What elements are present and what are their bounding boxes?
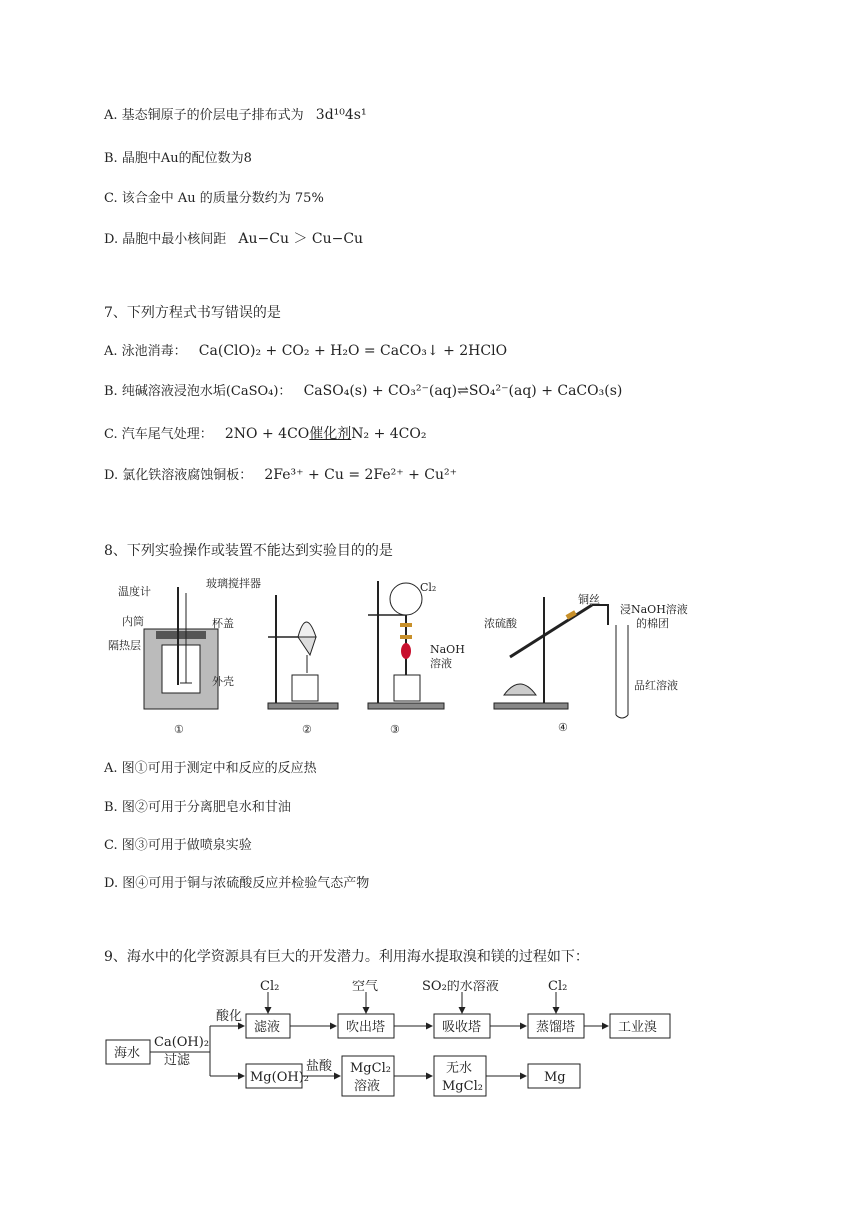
q6-option-a-text: A. 基态铜原子的价层电子排布式为 <box>104 108 304 123</box>
label-conc-acid: 浓硫酸 <box>484 617 517 630</box>
q6-option-a <box>104 104 367 123</box>
flow-industrial-bromine: 工业溴 <box>618 1020 658 1035</box>
q7-option-c-catalyst: 催化剂 <box>309 426 352 442</box>
calorimeter-diagram <box>108 576 261 736</box>
flow-cl2-b: Cl₂ <box>548 980 568 994</box>
label-naoh-1: NaOH <box>430 643 465 656</box>
q8-option-a: A. 图①可用于测定中和反应的反应热 <box>104 761 317 776</box>
q9-stem: 9、海水中的化学资源具有巨大的开发潜力。利用海水提取溴和镁的过程如下： <box>104 949 589 965</box>
flow-mgcl2-solution-2: 溶液 <box>354 1079 381 1094</box>
q7-option-d-formula: 2Fe³⁺ + Cu = 2Fe²⁺ + Cu²⁺ <box>264 467 458 483</box>
flow-caoh2: Ca(OH)₂ <box>154 1035 210 1050</box>
q7-option-b-formula: CaSO₄(s) + CO₃²⁻(aq)⇌SO₄²⁻(aq) + CaCO₃(s) <box>303 383 623 399</box>
q6-option-b: B. 晶胞中Au的配位数为8 <box>104 151 252 166</box>
label-lid: 杯盖 <box>212 617 234 630</box>
figure-number-4: ④ <box>558 721 568 734</box>
flow-distill-tower: 蒸馏塔 <box>536 1020 576 1035</box>
fountain-diagram <box>368 581 465 736</box>
flow-anhydrous-1: 无水 <box>446 1061 473 1076</box>
flow-so2: SO₂的水溶液 <box>422 980 499 994</box>
flow-blow-tower: 吹出塔 <box>346 1020 386 1035</box>
flow-cl2-a: Cl₂ <box>260 980 280 994</box>
q7-stem: 7、下列方程式书写错误的是 <box>104 305 281 321</box>
label-stirrer: 玻璃搅拌器 <box>206 577 261 590</box>
q8-apparatus-figure <box>100 575 720 740</box>
q7-option-a <box>104 340 507 359</box>
copper-acid-diagram <box>484 592 688 734</box>
label-copper-wire: 铜丝 <box>578 593 600 606</box>
q7-option-b-text: B. 纯碱溶液浸泡水垢(CaSO₄)： <box>104 384 292 399</box>
separating-funnel-diagram <box>268 595 338 736</box>
q8-stem: 8、下列实验操作或装置不能达到实验目的的是 <box>104 543 393 559</box>
q7-option-c-formula-post: N₂ + 4CO₂ <box>351 426 427 442</box>
flow-seawater: 海水 <box>114 1046 141 1061</box>
flow-hcl: 盐酸 <box>306 1059 333 1074</box>
figure-number-2: ② <box>302 723 312 736</box>
q7-option-b <box>104 380 622 399</box>
label-insulation: 隔热层 <box>108 639 141 652</box>
q6-option-d <box>104 228 363 248</box>
flow-anhydrous-2: MgCl₂ <box>442 1079 483 1094</box>
q8-option-c: C. 图③可用于做喷泉实验 <box>104 838 252 853</box>
label-shell: 外壳 <box>212 675 234 688</box>
flow-mgoh2: Mg(OH)₂ <box>250 1070 309 1085</box>
label-cl2-fountain: Cl₂ <box>420 581 437 594</box>
label-cotton-2: 的棉团 <box>636 617 669 630</box>
flow-acidify: 酸化 <box>216 1009 243 1024</box>
label-cotton-1: 浸NaOH溶液 <box>620 603 688 616</box>
q6-option-c: C. 该合金中 Au 的质量分数约为 75% <box>104 191 324 206</box>
q7-option-d <box>104 464 457 483</box>
q8-option-b: B. 图②可用于分离肥皂水和甘油 <box>104 800 291 815</box>
figure-number-3: ③ <box>390 723 400 736</box>
q6-option-d-formula: Au−Cu ＞ Cu−Cu <box>238 231 364 247</box>
label-thermometer: 温度计 <box>118 585 151 598</box>
flow-filtrate: 滤液 <box>254 1020 281 1035</box>
q6-option-d-text: D. 晶胞中最小核间距 <box>104 232 227 247</box>
q7-option-d-text: D. 氯化铁溶液腐蚀铜板： <box>104 468 253 483</box>
q7-option-a-formula: Ca(ClO)₂ + CO₂ + H₂O = CaCO₃↓ + 2HClO <box>198 343 508 359</box>
flow-mgcl2-solution-1: MgCl₂ <box>350 1061 391 1076</box>
q7-option-a-text: A. 泳池消毒： <box>104 344 187 359</box>
flow-filter: 过滤 <box>164 1053 191 1068</box>
flow-air: 空气 <box>352 980 379 994</box>
q7-option-c-formula-pre: 2NO + 4CO <box>224 426 310 442</box>
q8-option-d: D. 图④可用于铜与浓硫酸反应并检验气态产物 <box>104 876 370 891</box>
q7-option-c <box>104 423 426 443</box>
label-magenta: 品红溶液 <box>634 679 678 692</box>
q9-flowchart <box>100 980 720 1110</box>
figure-number-1: ① <box>174 723 184 736</box>
flow-absorb-tower: 吸收塔 <box>442 1020 482 1035</box>
q6-option-a-formula: 3d¹⁰4s¹ <box>315 107 367 123</box>
label-inner: 内筒 <box>122 615 144 628</box>
q7-option-c-text: C. 汽车尾气处理： <box>104 427 213 442</box>
flow-mg: Mg <box>544 1070 566 1085</box>
label-naoh-2: 溶液 <box>430 657 452 670</box>
